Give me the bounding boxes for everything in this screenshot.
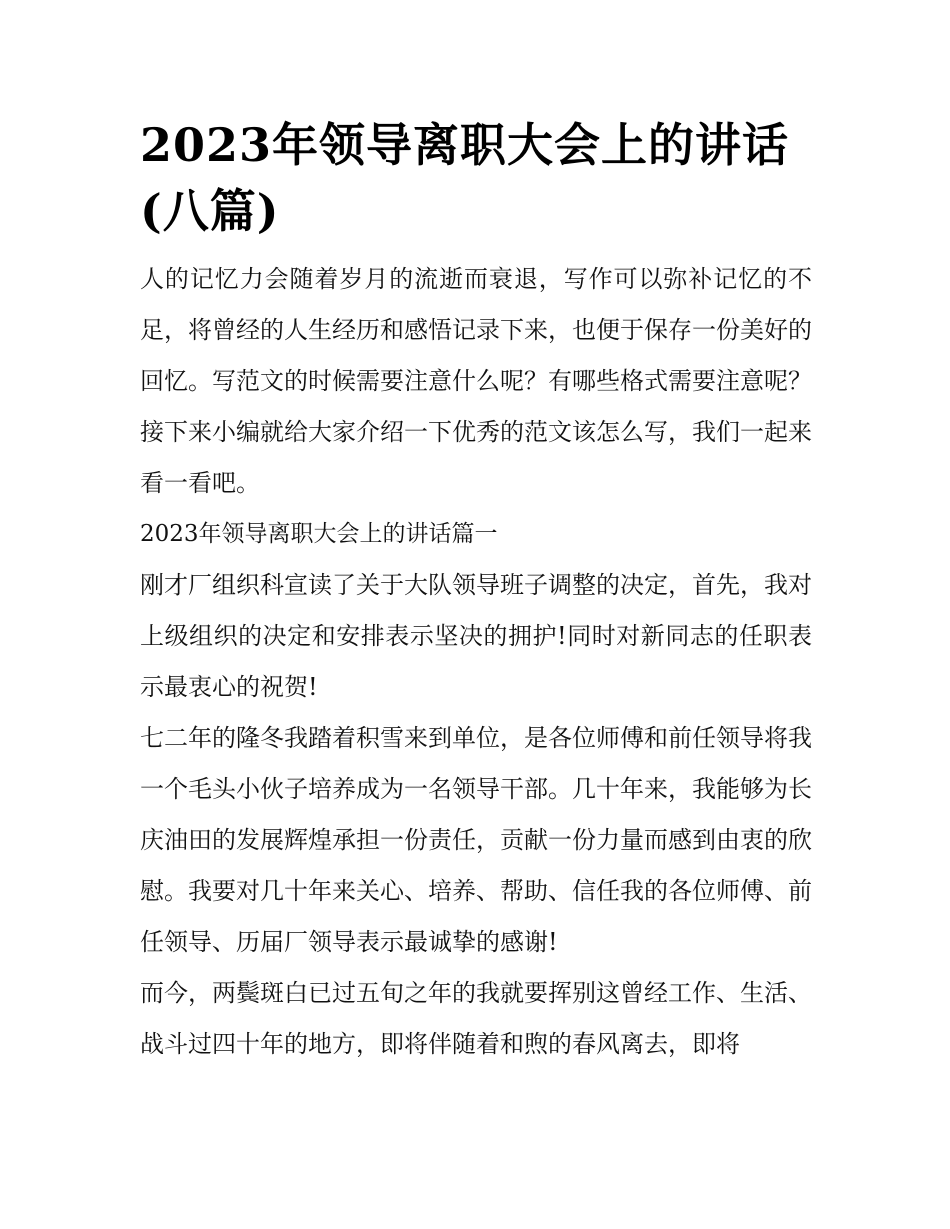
- document-page: [140, 112, 812, 1070]
- body-paragraph-1: 刚才厂组织科宣读了关于大队领导班子调整的决定，首先，我对上级组织的决定和安排表示坚决的拥护!同时对新同志的任职表示最衷心的祝贺!: [140, 571, 812, 701]
- intro-paragraph: 人的记忆力会随着岁月的流逝而衰退，写作可以弥补记忆的不足，将曾经的人生经历和感悟记录下来，也便于保存一份美好的回忆。写范文的时候需要注意什么呢？有哪些格式需要注意呢？接下来小编就给大家介绍一下优秀的范文该怎么写，我们一起来看一看吧。: [140, 265, 812, 497]
- document-title: 2023年领导离职大会上的讲话(八篇): [140, 118, 790, 238]
- section-heading: 2023年领导离职大会上的讲话篇一: [140, 521, 498, 547]
- body-paragraph-2: 七二年的隆冬我踏着积雪来到单位，是各位师傅和前任领导将我一个毛头小伙子培养成为一名领导干部。几十年来，我能够为长庆油田的发展辉煌承担一份责任，贡献一份力量而感到由衷的欣慰。我要对几十年来关心、培养、帮助、信任我的各位师傅、前任领导、历届厂领导表示最诚挚的感谢!: [140, 724, 812, 956]
- body-paragraph-3: 而今，两鬓斑白已过五旬之年的我就要挥别这曾经工作、生活、战斗过四十年的地方，即将伴随着和煦的春风离去，即将: [140, 979, 812, 1058]
